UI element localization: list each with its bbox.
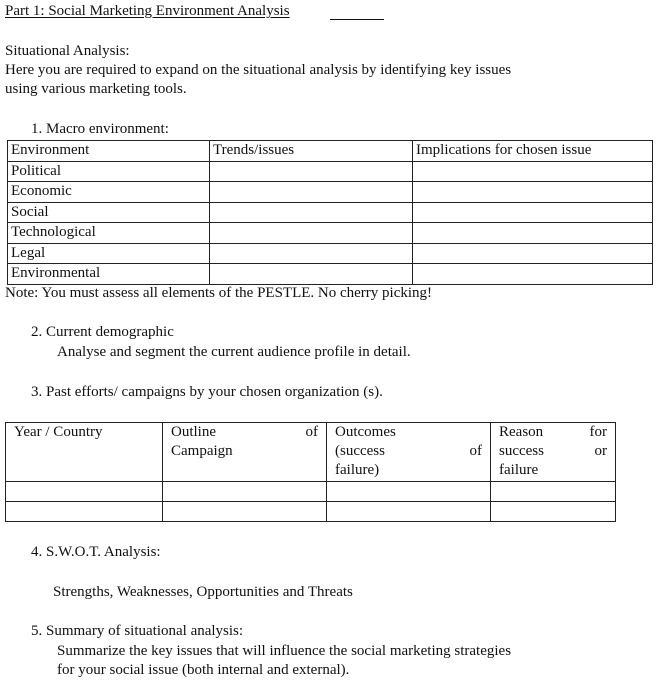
header-word: for xyxy=(589,424,607,440)
title-underline xyxy=(330,19,384,20)
empty-cell[interactable] xyxy=(413,264,653,285)
table-row xyxy=(8,264,653,285)
empty-cell[interactable] xyxy=(6,482,163,502)
header-year-country-text: Year / Country xyxy=(14,424,103,440)
header-reason xyxy=(491,423,616,482)
header-word: failure) xyxy=(335,462,380,478)
table-row xyxy=(8,243,653,264)
empty-cell[interactable] xyxy=(413,202,653,223)
table-header-row xyxy=(8,141,653,162)
empty-cell[interactable] xyxy=(210,223,413,244)
empty-cell[interactable] xyxy=(327,482,491,502)
empty-cell[interactable] xyxy=(210,243,413,264)
header-word: success xyxy=(499,443,544,459)
table-row xyxy=(8,161,653,182)
past-efforts-label: 3. Past efforts/ campaigns by your chosen organization (s). xyxy=(31,384,383,400)
empty-cell[interactable] xyxy=(491,502,616,522)
demographic-text: Analyse and segment the current audience profile in detail. xyxy=(57,344,411,360)
header-word: failure xyxy=(499,462,539,478)
page-title: Part 1: Social Marketing Environment Analysis xyxy=(5,3,290,19)
header-outline-campaign xyxy=(163,423,327,482)
row-label: Legal xyxy=(8,243,210,264)
header-word: Outcomes xyxy=(335,424,396,440)
summary-label: 5. Summary of situational analysis: xyxy=(31,623,244,639)
header-word: Reason xyxy=(499,424,544,440)
table-row xyxy=(8,223,653,244)
demographic-label: 2. Current demographic xyxy=(31,324,174,340)
macro-environment-label: 1. Macro environment: xyxy=(31,121,169,137)
table-row xyxy=(6,502,616,522)
empty-cell[interactable] xyxy=(6,502,163,522)
situational-line-2: using various marketing tools. xyxy=(5,81,187,97)
header-word: or xyxy=(594,443,607,459)
pestle-note: Note: You must assess all elements of the PESTLE. No cherry picking! xyxy=(5,285,433,301)
header-implications: Implications for chosen issue xyxy=(413,141,653,162)
swot-label: 4. S.W.O.T. Analysis: xyxy=(31,544,161,560)
header-environment: Environment xyxy=(8,141,210,162)
situational-heading: Situational Analysis: xyxy=(5,43,130,59)
empty-cell[interactable] xyxy=(210,202,413,223)
empty-cell[interactable] xyxy=(210,161,413,182)
past-campaigns-table xyxy=(5,422,616,522)
empty-cell[interactable] xyxy=(163,502,327,522)
empty-cell[interactable] xyxy=(210,182,413,203)
table-row xyxy=(6,482,616,502)
row-label: Environmental xyxy=(8,264,210,285)
header-word: Campaign xyxy=(171,443,233,459)
summary-line-1: Summarize the key issues that will influence the social marketing strategies xyxy=(57,643,512,659)
empty-cell[interactable] xyxy=(413,161,653,182)
empty-cell[interactable] xyxy=(163,482,327,502)
empty-cell[interactable] xyxy=(210,264,413,285)
table-row xyxy=(8,202,653,223)
header-word: Outline xyxy=(171,424,216,440)
header-outcomes xyxy=(327,423,491,482)
empty-cell[interactable] xyxy=(491,482,616,502)
empty-cell[interactable] xyxy=(413,243,653,264)
table-row xyxy=(8,182,653,203)
empty-cell[interactable] xyxy=(327,502,491,522)
row-label: Political xyxy=(8,161,210,182)
summary-line-2: for your social issue (both internal and external). xyxy=(57,662,350,678)
empty-cell[interactable] xyxy=(413,182,653,203)
empty-cell[interactable] xyxy=(413,223,653,244)
header-word: (success xyxy=(335,443,385,459)
macro-environment-table xyxy=(7,140,653,285)
table-header-row xyxy=(6,423,616,482)
header-word: of xyxy=(469,443,482,459)
row-label: Economic xyxy=(8,182,210,203)
row-label: Technological xyxy=(8,223,210,244)
situational-line-1: Here you are required to expand on the situational analysis by identifying key issues xyxy=(5,62,512,78)
row-label: Social xyxy=(8,202,210,223)
header-trends-issues: Trends/issues xyxy=(210,141,413,162)
header-word: of xyxy=(305,424,318,440)
swot-text: Strengths, Weaknesses, Opportunities and Threats xyxy=(53,584,353,600)
header-year-country xyxy=(6,423,163,482)
